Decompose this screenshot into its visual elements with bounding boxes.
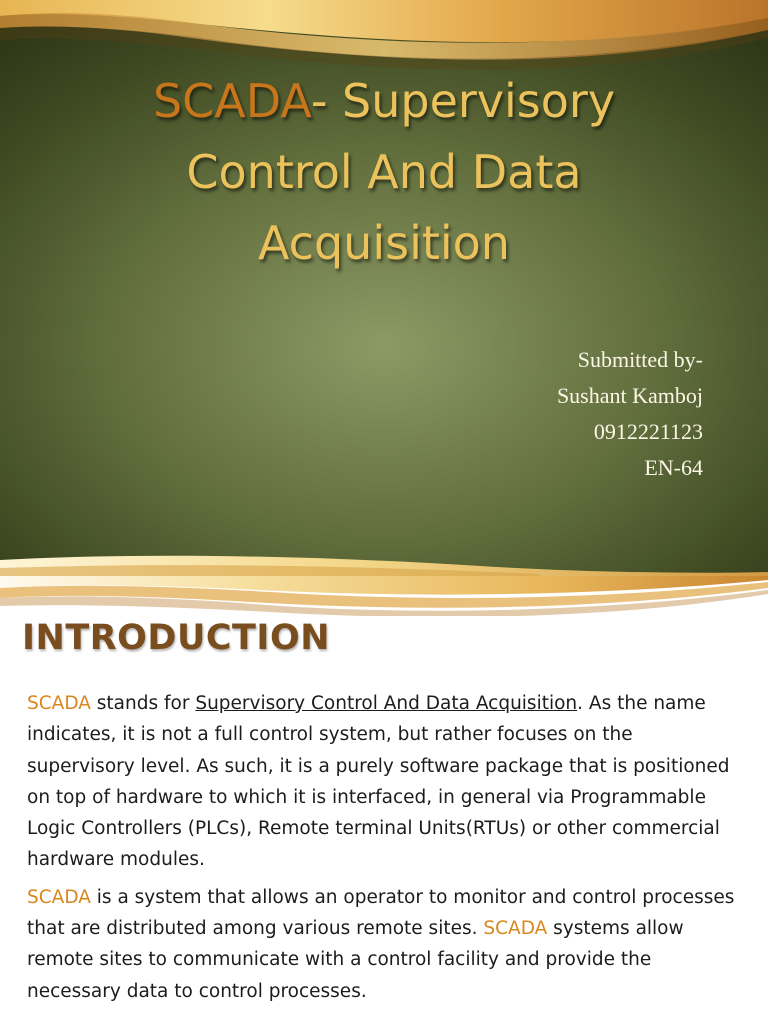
class-group: EN-64 <box>644 455 703 480</box>
submitted-by-label: Submitted by- <box>577 347 703 372</box>
introduction-slide <box>0 576 768 1024</box>
decorative-swoosh-top-slide2 <box>0 576 768 616</box>
p1-text-b: . As the name indicates, it is not a full control system, but rather focuses on the supervisory level. As such, it is a purely software package that is positioned on top of hardware to which it is interfaced, in general via Programmable Logic Controllers (PLCs), Remote terminal Units(RTUs) or other commercial hardware modules. <box>27 693 730 871</box>
p1-text-a: stands for <box>90 693 196 714</box>
title-line1-rest: - Supervisory <box>310 74 616 128</box>
p2-text-a: is a system that allows an operator to monitor and control processes that are distributed among various remote sites. <box>27 886 735 940</box>
scada-definition-link[interactable]: Supervisory Control And Data Acquisition <box>195 693 578 714</box>
paragraph-1 <box>27 688 739 876</box>
title-line3: Acquisition <box>258 216 510 270</box>
term-scada-3: SCADA <box>483 918 548 940</box>
roll-number: 0912221123 <box>593 419 703 444</box>
introduction-body <box>27 688 739 1013</box>
paragraph-2 <box>27 882 739 1007</box>
section-heading: INTRODUCTION <box>22 618 330 658</box>
term-scada-2: SCADA <box>27 886 91 908</box>
submission-info <box>557 342 703 486</box>
title-accent-scada: SCADA <box>152 74 311 128</box>
author-name: Sushant Kamboj <box>556 383 703 408</box>
title-line2: Control And Data <box>186 145 582 199</box>
term-scada: SCADA <box>27 693 91 714</box>
p2-text-b: systems allow remote sites to communicate with a control facility and provide the necessary data to control processes. <box>27 918 684 1002</box>
slide-title <box>40 66 728 279</box>
